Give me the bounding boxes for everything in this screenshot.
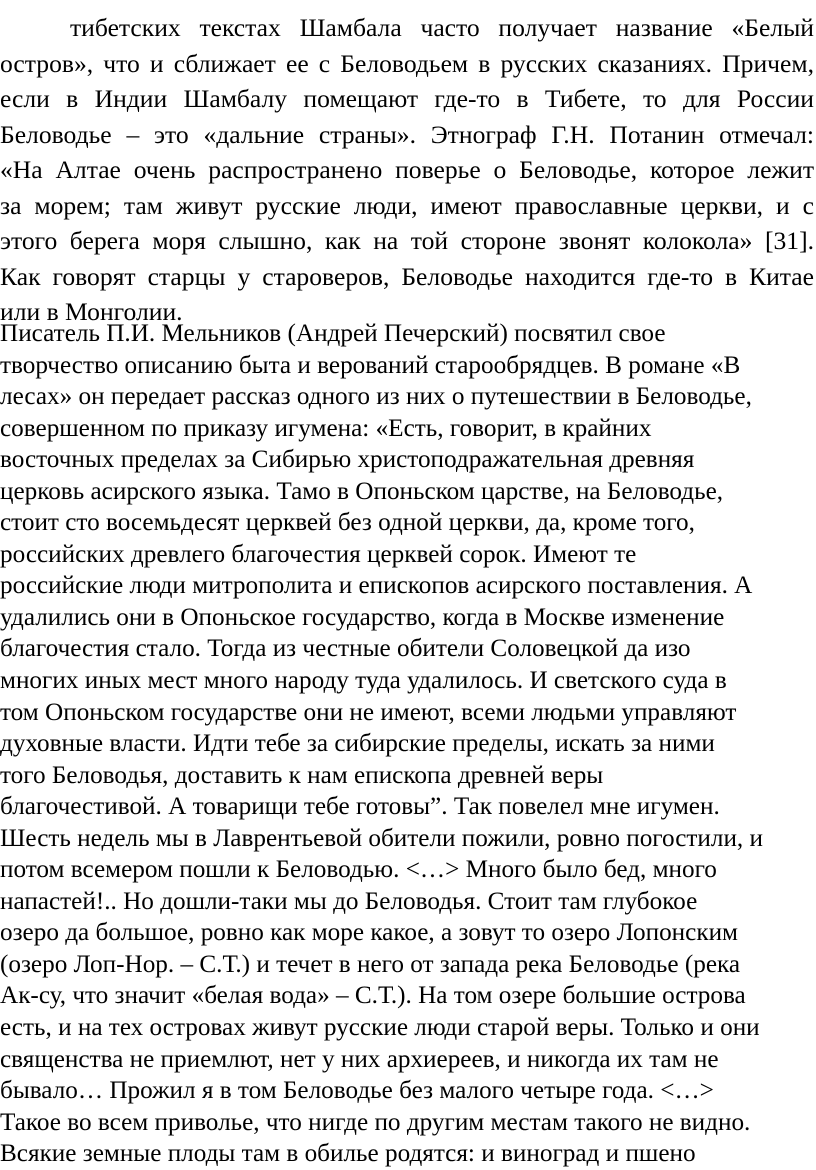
text-line: если в Индии Шамбалу помещают где-то в Тибете, то для России xyxy=(0,84,814,113)
text-line: этого берега моря слышно, как на той стороне звонят колокола» [31]. xyxy=(0,226,814,255)
text-line: Писатель П.И. Мельников (Андрей Печерский) посвятил свое xyxy=(0,320,666,347)
text-line: Такое во всем приволье, что нигде по другим местам такого не видно. xyxy=(0,1108,751,1136)
text-line: Шесть недель мы в Лаврентьевой обители пожили, ровно погостили, и xyxy=(0,824,764,852)
text-line: многих иных мест много народу туда удалилось. И светского суда в xyxy=(0,667,727,695)
text-line: за морем; там живут русские люди, имеют православные церкви, и с xyxy=(0,190,814,220)
text-line: стоит сто восемьдесят церквей без одной церкви, да, кроме того, xyxy=(0,509,695,537)
text-line: благочестивой. А товарищи тебе готовы”. Так повелел мне игумен. xyxy=(0,793,720,821)
text-line: напастей!.. Но дошли-таки мы до Беловодья. Стоит там глубокое xyxy=(0,887,698,915)
text-line: (озеро Лоп-Нор. – С.Т.) и течет в него от запада река Беловодье (река xyxy=(0,950,741,978)
text-line: есть, и на тех островах живут русские люди старой веры. Только и они xyxy=(0,1014,760,1042)
text-line: благочестия стало. Тогда из честные обители Соловецкой да изо xyxy=(0,635,691,663)
text-line: духовные власти. Идти тебе за сибирские пределы, искать за ними xyxy=(0,730,715,758)
text-line: того Беловодья, доставить к нам епископа древней веры xyxy=(0,761,604,789)
text-line: церковь асирского языка. Тамо в Опоньском царстве, на Беловодье, xyxy=(0,477,724,505)
text-line: удалились они в Опоньское государство, когда в Москве изменение xyxy=(0,603,725,631)
text-line: священства не приемлют, нет у них архиереев, и никогда их там не xyxy=(0,1045,719,1073)
text-line: Всякие земные плоды там в обилье родятся: и виноград и пшено xyxy=(0,1140,696,1168)
text-line: восточных пределах за Сибирью христоподражательная древняя xyxy=(0,446,695,474)
text-line: лесах» он передает рассказ одного из них о путешествии в Беловодье, xyxy=(0,383,752,411)
text-line: «На Алтае очень распространено поверье о Беловодье, которое лежит xyxy=(0,155,814,184)
text-line: потом всемером пошли к Беловодью. <…> Много было бед, много xyxy=(0,856,717,884)
text-line: озеро да большое, ровно как море какое, а зовут то озеро Лопонским xyxy=(0,919,738,947)
text-line: том Опоньском государстве они не имеют, всеми людьми управляют xyxy=(0,698,737,726)
text-line: Беловодье – это «дальние страны». Этнограф Г.Н. Потанин отмечал: xyxy=(0,119,814,149)
paragraph-1 xyxy=(0,10,814,330)
text-line: Ак-су, что значит «белая вода» – С.Т.). На том озере большие острова xyxy=(0,982,746,1010)
text-line: российские люди митрополита и епископов асирского поставления. А xyxy=(0,572,753,600)
text-line: или в Монголии. xyxy=(0,297,183,326)
text-line: тибетских текстах Шамбала часто получает название «Белый xyxy=(70,13,814,42)
text-line: российских древлего благочестия церквей сорок. Имеют те xyxy=(0,540,637,568)
text-line: бывало… Прожил я в том Беловодье без малого четыре года. <…> xyxy=(0,1077,714,1105)
text-line: совершенном по приказу игумена: «Есть, говорит, в крайних xyxy=(0,414,652,442)
text-line: остров», что и сближает ее с Беловодьем в русских сказаниях. Причем, xyxy=(0,48,814,78)
text-line: Как говорят старцы у староверов, Беловодье находится где-то в Китае xyxy=(0,261,814,291)
paragraph-2 xyxy=(0,318,814,1170)
text-line: творчество описанию быта и верований старообрядцев. В романе «В xyxy=(0,351,741,379)
